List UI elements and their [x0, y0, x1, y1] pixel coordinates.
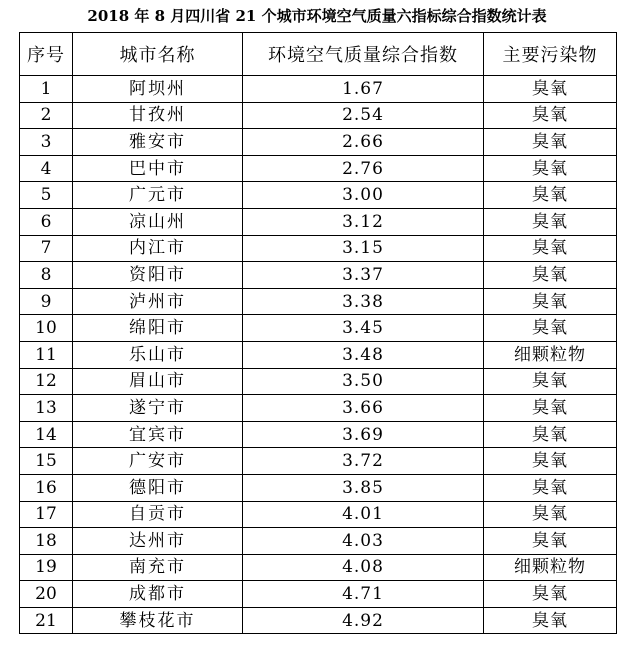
table-row — [20, 501, 617, 528]
table-row — [20, 76, 617, 103]
main-pollutant-cell: 细颗粒物 — [484, 341, 617, 368]
table-row — [20, 235, 617, 262]
main-pollutant-cell: 臭氧 — [484, 155, 617, 182]
city-name-cell: 资阳市 — [73, 262, 243, 289]
main-pollutant-cell: 臭氧 — [484, 288, 617, 315]
air-quality-table — [19, 32, 617, 634]
main-pollutant-cell: 臭氧 — [484, 607, 617, 634]
composite-index-cell: 3.12 — [243, 208, 484, 235]
city-name-cell: 凉山州 — [73, 208, 243, 235]
serial-number-cell: 10 — [20, 315, 73, 342]
main-pollutant-cell: 臭氧 — [484, 395, 617, 422]
composite-index-cell: 4.03 — [243, 528, 484, 555]
city-name-cell: 自贡市 — [73, 501, 243, 528]
table-row — [20, 129, 617, 156]
table-row — [20, 288, 617, 315]
table-row — [20, 607, 617, 634]
main-pollutant-cell: 臭氧 — [484, 448, 617, 475]
main-pollutant-cell: 臭氧 — [484, 368, 617, 395]
composite-index-cell: 3.85 — [243, 474, 484, 501]
serial-number-cell: 7 — [20, 235, 73, 262]
main-pollutant-cell: 臭氧 — [484, 262, 617, 289]
serial-number-cell: 9 — [20, 288, 73, 315]
serial-number-cell: 1 — [20, 76, 73, 103]
city-name-cell: 广安市 — [73, 448, 243, 475]
composite-index-cell: 3.50 — [243, 368, 484, 395]
header-composite-index: 环境空气质量综合指数 — [243, 33, 484, 76]
city-name-cell: 宜宾市 — [73, 421, 243, 448]
serial-number-cell: 6 — [20, 208, 73, 235]
table-row — [20, 102, 617, 129]
city-name-cell: 绵阳市 — [73, 315, 243, 342]
city-name-cell: 广元市 — [73, 182, 243, 209]
composite-index-cell: 3.69 — [243, 421, 484, 448]
header-serial-number: 序号 — [20, 33, 73, 76]
composite-index-cell: 3.72 — [243, 448, 484, 475]
composite-index-cell: 2.66 — [243, 129, 484, 156]
table-row — [20, 182, 617, 209]
composite-index-cell: 3.48 — [243, 341, 484, 368]
table-row — [20, 341, 617, 368]
composite-index-cell: 2.76 — [243, 155, 484, 182]
serial-number-cell: 5 — [20, 182, 73, 209]
header-main-pollutant: 主要污染物 — [484, 33, 617, 76]
main-pollutant-cell: 臭氧 — [484, 76, 617, 103]
table-row — [20, 368, 617, 395]
city-name-cell: 雅安市 — [73, 129, 243, 156]
city-name-cell: 达州市 — [73, 528, 243, 555]
table-title: 2018 年 8 月四川省 21 个城市环境空气质量六指标综合指数统计表 — [87, 7, 547, 25]
main-pollutant-cell: 臭氧 — [484, 129, 617, 156]
main-pollutant-cell: 臭氧 — [484, 182, 617, 209]
serial-number-cell: 19 — [20, 554, 73, 581]
city-name-cell: 南充市 — [73, 554, 243, 581]
main-pollutant-cell: 臭氧 — [484, 474, 617, 501]
serial-number-cell: 14 — [20, 421, 73, 448]
table-row — [20, 528, 617, 555]
table-row — [20, 421, 617, 448]
serial-number-cell: 21 — [20, 607, 73, 634]
city-name-cell: 眉山市 — [73, 368, 243, 395]
composite-index-cell: 4.08 — [243, 554, 484, 581]
composite-index-cell: 3.37 — [243, 262, 484, 289]
composite-index-cell: 1.67 — [243, 76, 484, 103]
composite-index-cell: 4.01 — [243, 501, 484, 528]
serial-number-cell: 16 — [20, 474, 73, 501]
composite-index-cell: 4.92 — [243, 607, 484, 634]
table-row — [20, 474, 617, 501]
city-name-cell: 巴中市 — [73, 155, 243, 182]
main-pollutant-cell: 臭氧 — [484, 315, 617, 342]
table-body — [20, 76, 617, 634]
city-name-cell: 乐山市 — [73, 341, 243, 368]
city-name-cell: 遂宁市 — [73, 395, 243, 422]
city-name-cell: 德阳市 — [73, 474, 243, 501]
city-name-cell: 甘孜州 — [73, 102, 243, 129]
serial-number-cell: 15 — [20, 448, 73, 475]
table-row — [20, 155, 617, 182]
table-row — [20, 554, 617, 581]
main-pollutant-cell: 臭氧 — [484, 235, 617, 262]
main-pollutant-cell: 臭氧 — [484, 581, 617, 608]
main-pollutant-cell: 臭氧 — [484, 102, 617, 129]
main-pollutant-cell: 臭氧 — [484, 208, 617, 235]
header-row — [20, 33, 617, 76]
table-row — [20, 315, 617, 342]
header-city-name: 城市名称 — [73, 33, 243, 76]
composite-index-cell: 4.71 — [243, 581, 484, 608]
serial-number-cell: 20 — [20, 581, 73, 608]
serial-number-cell: 17 — [20, 501, 73, 528]
composite-index-cell: 3.15 — [243, 235, 484, 262]
composite-index-cell: 3.66 — [243, 395, 484, 422]
composite-index-cell: 3.00 — [243, 182, 484, 209]
city-name-cell: 泸州市 — [73, 288, 243, 315]
serial-number-cell: 12 — [20, 368, 73, 395]
main-pollutant-cell: 臭氧 — [484, 501, 617, 528]
city-name-cell: 内江市 — [73, 235, 243, 262]
table-row — [20, 448, 617, 475]
city-name-cell: 阿坝州 — [73, 76, 243, 103]
table-row — [20, 262, 617, 289]
serial-number-cell: 11 — [20, 341, 73, 368]
table-row — [20, 208, 617, 235]
serial-number-cell: 8 — [20, 262, 73, 289]
main-pollutant-cell: 臭氧 — [484, 421, 617, 448]
serial-number-cell: 2 — [20, 102, 73, 129]
main-pollutant-cell: 臭氧 — [484, 528, 617, 555]
composite-index-cell: 3.45 — [243, 315, 484, 342]
table-row — [20, 581, 617, 608]
city-name-cell: 成都市 — [73, 581, 243, 608]
serial-number-cell: 13 — [20, 395, 73, 422]
composite-index-cell: 3.38 — [243, 288, 484, 315]
city-name-cell: 攀枝花市 — [73, 607, 243, 634]
serial-number-cell: 3 — [20, 129, 73, 156]
serial-number-cell: 4 — [20, 155, 73, 182]
table-row — [20, 395, 617, 422]
serial-number-cell: 18 — [20, 528, 73, 555]
main-pollutant-cell: 细颗粒物 — [484, 554, 617, 581]
composite-index-cell: 2.54 — [243, 102, 484, 129]
